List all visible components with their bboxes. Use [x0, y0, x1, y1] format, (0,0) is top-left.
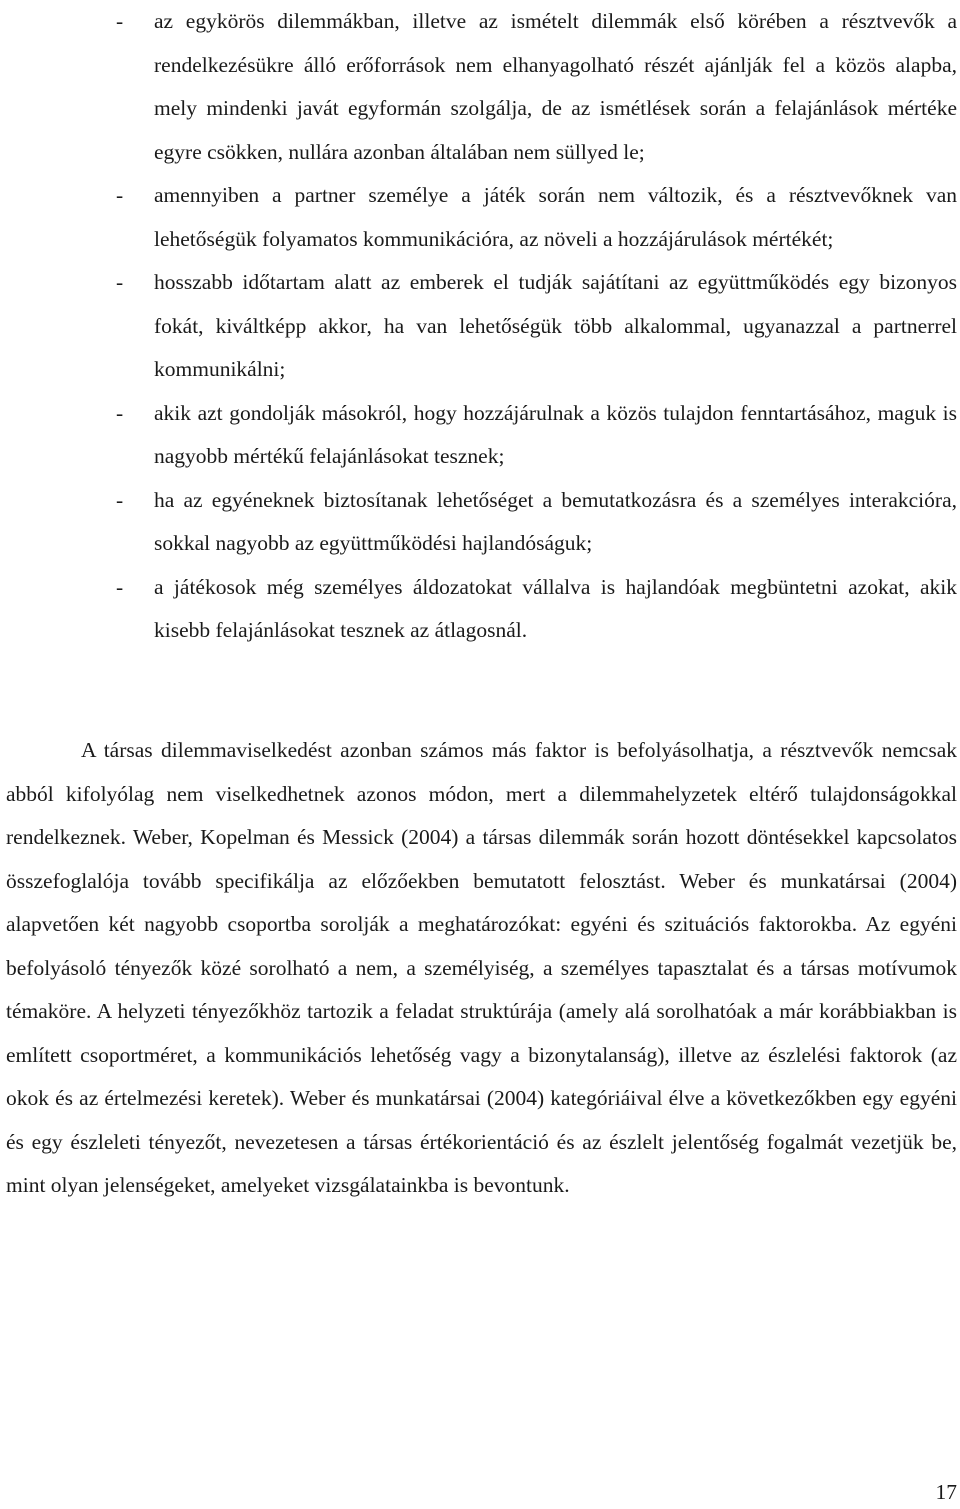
bullet-marker: - [116, 487, 124, 512]
bullet-text: hosszabb időtartam alatt az emberek el tudják sajátítani az együttműködés egy bizonyos fokát, kiváltképp akkor, ha van lehetőségük több alkalommal, ugyanazzal a partnerrel kommunikálni; [154, 270, 957, 381]
page-number: 17 [935, 1480, 957, 1504]
bullet-marker: - [116, 9, 124, 33]
bullet-item [0, 479, 960, 566]
bullet-marker: - [116, 400, 124, 425]
bullet-item [0, 566, 960, 653]
bullet-text: a játékosok még személyes áldozatokat vállalva is hajlandóak megbüntetni azokat, akik kisebb felajánlásokat tesznek az átlagosnál. [154, 574, 957, 642]
bullet-text: ha az egyéneknek biztosítanak lehetőséget a bemutatkozásra és a személyes interakcióra, sokkal nagyobb az együttműködési hajlandóságuk; [154, 487, 957, 555]
bullet-list [0, 0, 960, 653]
bullet-item [0, 0, 960, 174]
body-paragraph: A társas dilemmaviselkedést azonban számos más faktor is befolyásolhatja, a résztvevők nemcsak abból kifolyólag nem viselkedhetnek azonos módon, mert a dilemmahelyzetek eltérő tulajdonságokkal rendelkeznek. Weber, Kopelman és Messick (2004) a társas dilemmák során hozott döntésekkel kapcsolatos összefoglalója tovább specifikálja az előzőekben bemutatott felosztást. Weber és munkatársai (2004) alapvetően két nagyobb csoportba sorolják a meghatározókat: egyéni és szituációs faktorokba. Az egyéni befolyásoló tényezők közé sorolható a nem, a személyiség, a személyes tapasztalat és a társas motívumok témaköre. A helyzeti tényezőkhöz tartozik a feladat struktúrája (amely alá sorolhatóak a már korábbiakban is említett csoportméret, a kommunikációs lehetőség vagy a bizonytalanság), illetve az észlelési faktorok (az okok és az értelmezési keretek). Weber és munkatársai (2004) kategóriáival élve a következőkben egy egyéni és egy észleleti tényezőt, nevezetesen a társas értékorientáció és az észlelt jelentőség fogalmát vezetjük be, mint olyan jelenségeket, amelyeket vizsgálatainkba is bevontunk. [6, 738, 957, 1197]
bullet-text: amennyiben a partner személye a játék során nem változik, és a résztvevőknek van lehetőségük folyamatos kommunikációra, az növeli a hozzájárulások mértékét; [154, 183, 957, 251]
bullet-item [0, 392, 960, 479]
bullet-text: az egykörös dilemmákban, illetve az ismételt dilemmák első körében a résztvevők a rendelkezésükre álló erőforrások nem elhanyagolható részét ajánlják fel a közös alapba, mely mindenki javát egyformán szolgálja, de az ismétlések során a felajánlások mértéke egyre csökken, nullára azonban általában nem süllyed le; [154, 9, 957, 164]
bullet-item [0, 174, 960, 261]
bullet-item [0, 261, 960, 392]
bullet-marker: - [116, 183, 124, 207]
bullet-marker: - [116, 574, 124, 599]
bullet-text: akik azt gondolják másokról, hogy hozzájárulnak a közös tulajdon fenntartásához, maguk is nagyobb mértékű felajánlásokat tesznek; [154, 400, 957, 468]
bullet-marker: - [116, 270, 124, 294]
